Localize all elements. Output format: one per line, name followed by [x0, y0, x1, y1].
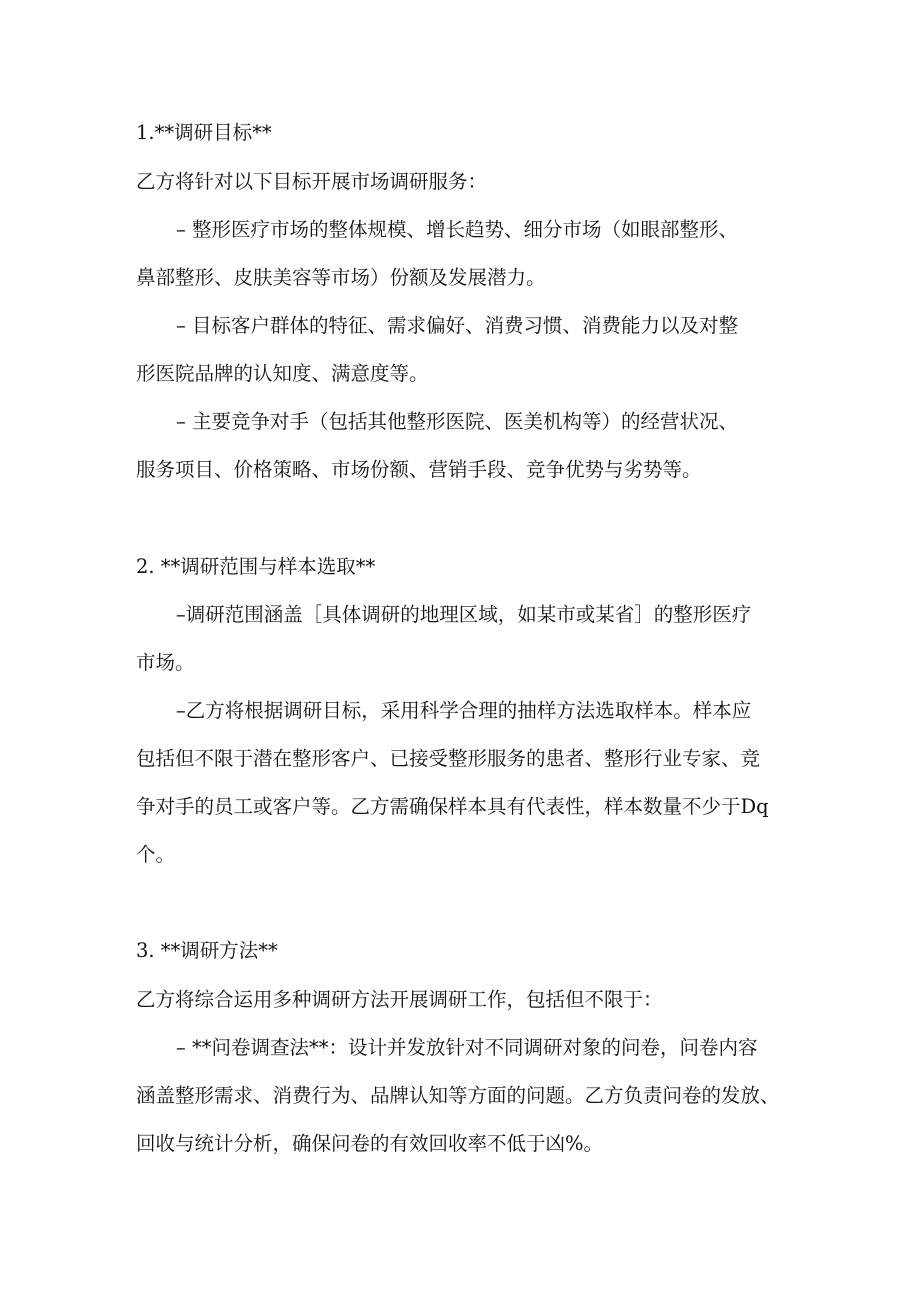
section-2-heading: 2. **调研范围与样本选取**	[136, 555, 376, 578]
section-1-item-2-line-2: 形医院品牌的认知度、满意度等。	[136, 362, 429, 385]
section-3-item-1-line-2: 涵盖整形需求、消费行为、品牌认知等方面的问题。乙方负责问卷的发放、	[136, 1084, 780, 1107]
section-3-item-1-line-1: – **问卷调查法**：设计并发放针对不同调研对象的问卷，问卷内容	[176, 1036, 758, 1059]
section-1-item-3-line-1: – 主要竞争对手（包括其他整形医院、医美机构等）的经营状况、	[176, 410, 738, 433]
section-1-item-1-line-1: – 整形医疗市场的整体规模、增长趋势、细分市场（如眼部整形、	[176, 218, 738, 241]
section-1-intro: 乙方将针对以下目标开展市场调研服务：	[136, 170, 488, 193]
section-2-item-2-line-3: 争对手的员工或客户等。乙方需确保样本具有代表性，样本数量不少于Dq	[136, 795, 769, 818]
section-1-item-2-line-1: – 目标客户群体的特征、需求偏好、消费习惯、消费能力以及对整	[176, 314, 738, 337]
section-3-item-1-line-3: 回收与统计分析，确保问卷的有效回收率不低于凶%。	[136, 1132, 604, 1155]
section-2-item-1-line-2: 市场。	[136, 651, 195, 674]
section-2-item-2-line-4: 个。	[136, 843, 176, 866]
section-1-heading: 1.**调研目标**	[136, 121, 272, 144]
section-2-item-2-line-1: –乙方将根据调研目标，采用科学合理的抽样方法选取样本。样本应	[176, 699, 752, 722]
section-1-item-1-line-2: 鼻部整形、皮肤美容等市场）份额及发展潜力。	[136, 266, 546, 289]
section-3-intro: 乙方将综合运用多种调研方法开展调研工作，包括但不限于：	[136, 988, 663, 1011]
section-2-item-2-line-2: 包括但不限于潜在整形客户、已接受整形服务的患者、整形行业专家、竞	[136, 747, 761, 770]
section-1-item-3-line-2: 服务项目、价格策略、市场份额、营销手段、竞争优势与劣势等。	[136, 458, 702, 481]
section-2-item-1-line-1: –调研范围涵盖［具体调研的地理区域，如某市或某省］的整形医疗	[176, 603, 752, 626]
section-3-heading: 3. **调研方法**	[136, 939, 278, 962]
